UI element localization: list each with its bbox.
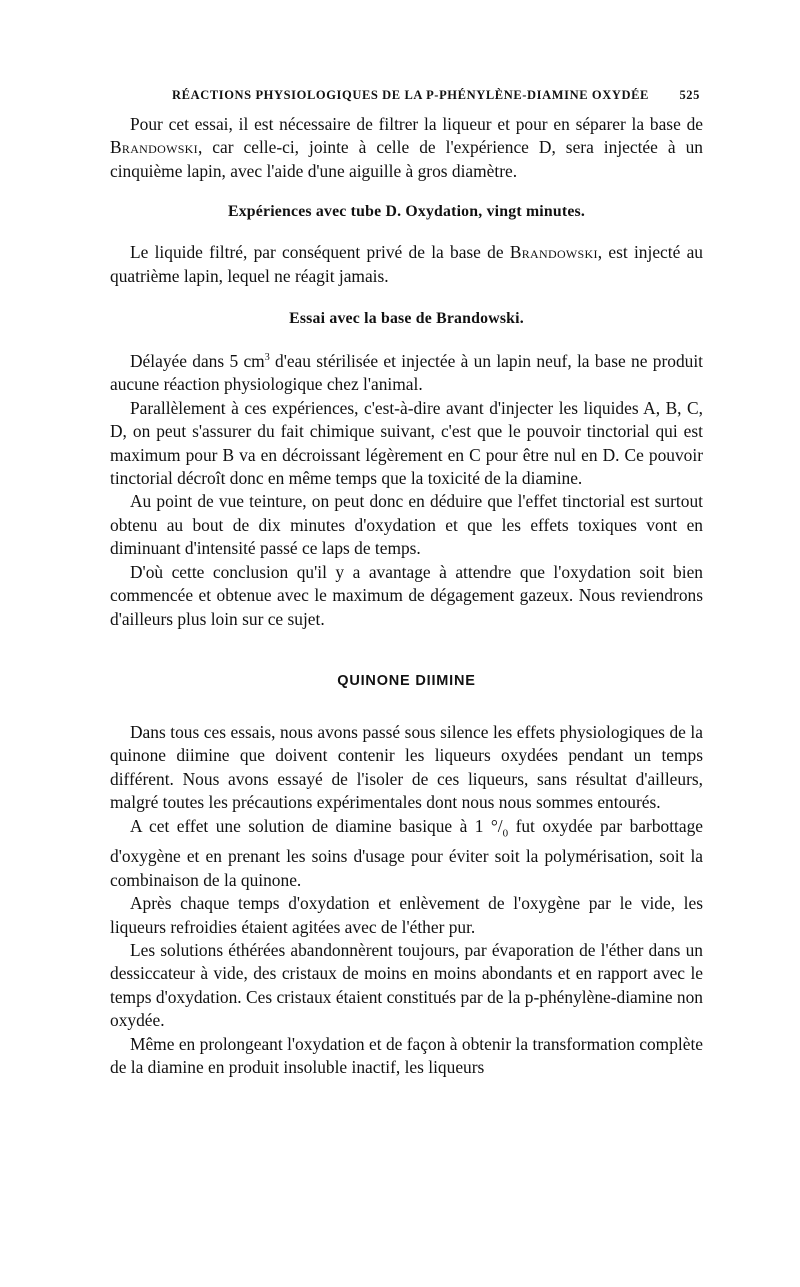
author-name-brandowski: Brandowski (509, 242, 598, 263)
paragraph-2-text-b: , est injecté au quatrième lapin, lequel ne réagit jamais. (110, 242, 703, 286)
paragraph-7: Dans tous ces essais, nous avons passé sous silence les effets physiologiques de la quinone diimine que doivent contenir les liqueurs oxydées pendant un temps différent. Nous avons essayé de l'isoler de ces liqueurs, sans résultat d'ailleurs, malgré toutes les précautions expérimentales dont nous nous sommes entourés. (110, 721, 703, 813)
subheading-experiences-tube-d: Expériences avec tube D. Oxydation, vingt minutes. (227, 203, 586, 221)
paragraph-8 (110, 815, 703, 893)
paragraph-3 (110, 350, 703, 397)
paragraph-6: D'où cette conclusion qu'il y a avantage à attendre que l'oxydation soit bien commencée et obtenue avec le maximum de dégagement gazeux. Nous reviendrons d'ailleurs plus loin sur ce sujet. (110, 561, 703, 629)
paragraph-8-text-a: A cet effet une solution de diamine basique à 1 °/ (130, 815, 503, 836)
paragraph-11: Même en prolongeant l'oxydation et de façon à obtenir la transformation complète de la diamine en produit insoluble inactif, les liqueurs (110, 1033, 703, 1078)
subheading-essai-base-brandowski: Essai avec la base de Brandowski. (289, 310, 524, 328)
paragraph-9: Après chaque temps d'oxydation et enlèvement de l'oxygène par le vide, les liqueurs refroidies étaient agitées avec de l'éther pur. (110, 893, 703, 937)
paragraph-1-text-b: , car celle-ci, jointe à celle de l'expérience D, sera injectée à un cinquième lapin, avec l'aide d'une aiguille à gros diamètre. (110, 137, 703, 181)
author-name-brandowski: Brandowski (110, 137, 198, 158)
subscript-0: 0 (502, 827, 509, 839)
running-header (110, 88, 700, 108)
paragraph-3-text-b: d'eau stérilisée et injectée à un lapin neuf, la base ne produit aucune réaction physiologique chez l'animal. (110, 351, 703, 395)
paragraph-3-text-a: Délayée dans 5 cm (130, 351, 265, 372)
paragraph-2-text-a: Le liquide filtré, par conséquent privé de la base de (130, 242, 510, 263)
page-number: 525 (679, 88, 700, 102)
paragraph-1-text-a: Pour cet essai, il est nécessaire de filtrer la liqueur et pour en séparer la base de (130, 114, 703, 134)
paragraph-2 (110, 241, 703, 288)
section-title-quinone-diimine: QUINONE DIIMINE (337, 672, 476, 689)
paragraph-4: Parallèlement à ces expériences, c'est-à-dire avant d'injecter les liquides A, B, C, D, on peut s'assurer du fait chimique suivant, c'est que le pouvoir tinctorial qui est maximum pour B va en décroissant légèrement en C pour être nul en D. Ce pouvoir tinctorial décroît donc en même temps que la toxicité de la diamine. (110, 397, 703, 489)
paragraph-10: Les solutions éthérées abandonnèrent toujours, par évaporation de l'éther dans un dessiccateur à vide, des cristaux de moins en moins abondants et en rapport avec le temps d'oxydation. Ces cristaux étaient constitués par de la p-phénylène-diamine non oxydée. (110, 940, 703, 1031)
body-text (110, 113, 703, 1079)
superscript-3: 3 (264, 352, 270, 364)
running-title: RÉACTIONS PHYSIOLOGIQUES DE LA P-PHÉNYLÈNE-DIAMINE OXYDÉE (172, 88, 649, 102)
paragraph-5: Au point de vue teinture, on peut donc en déduire que l'effet tinctorial est surtout obtenu au bout de dix minutes d'oxydation et que les effets toxiques vont en diminuant d'intensité passé ce laps de temps. (110, 491, 703, 559)
paragraph-8-text-b: fut oxydée par barbottage d'oxygène et en prenant les soins d'usage pour éviter soit la polymérisation, soit la combinaison de la quinone. (110, 815, 704, 890)
paragraph-1 (110, 113, 703, 183)
